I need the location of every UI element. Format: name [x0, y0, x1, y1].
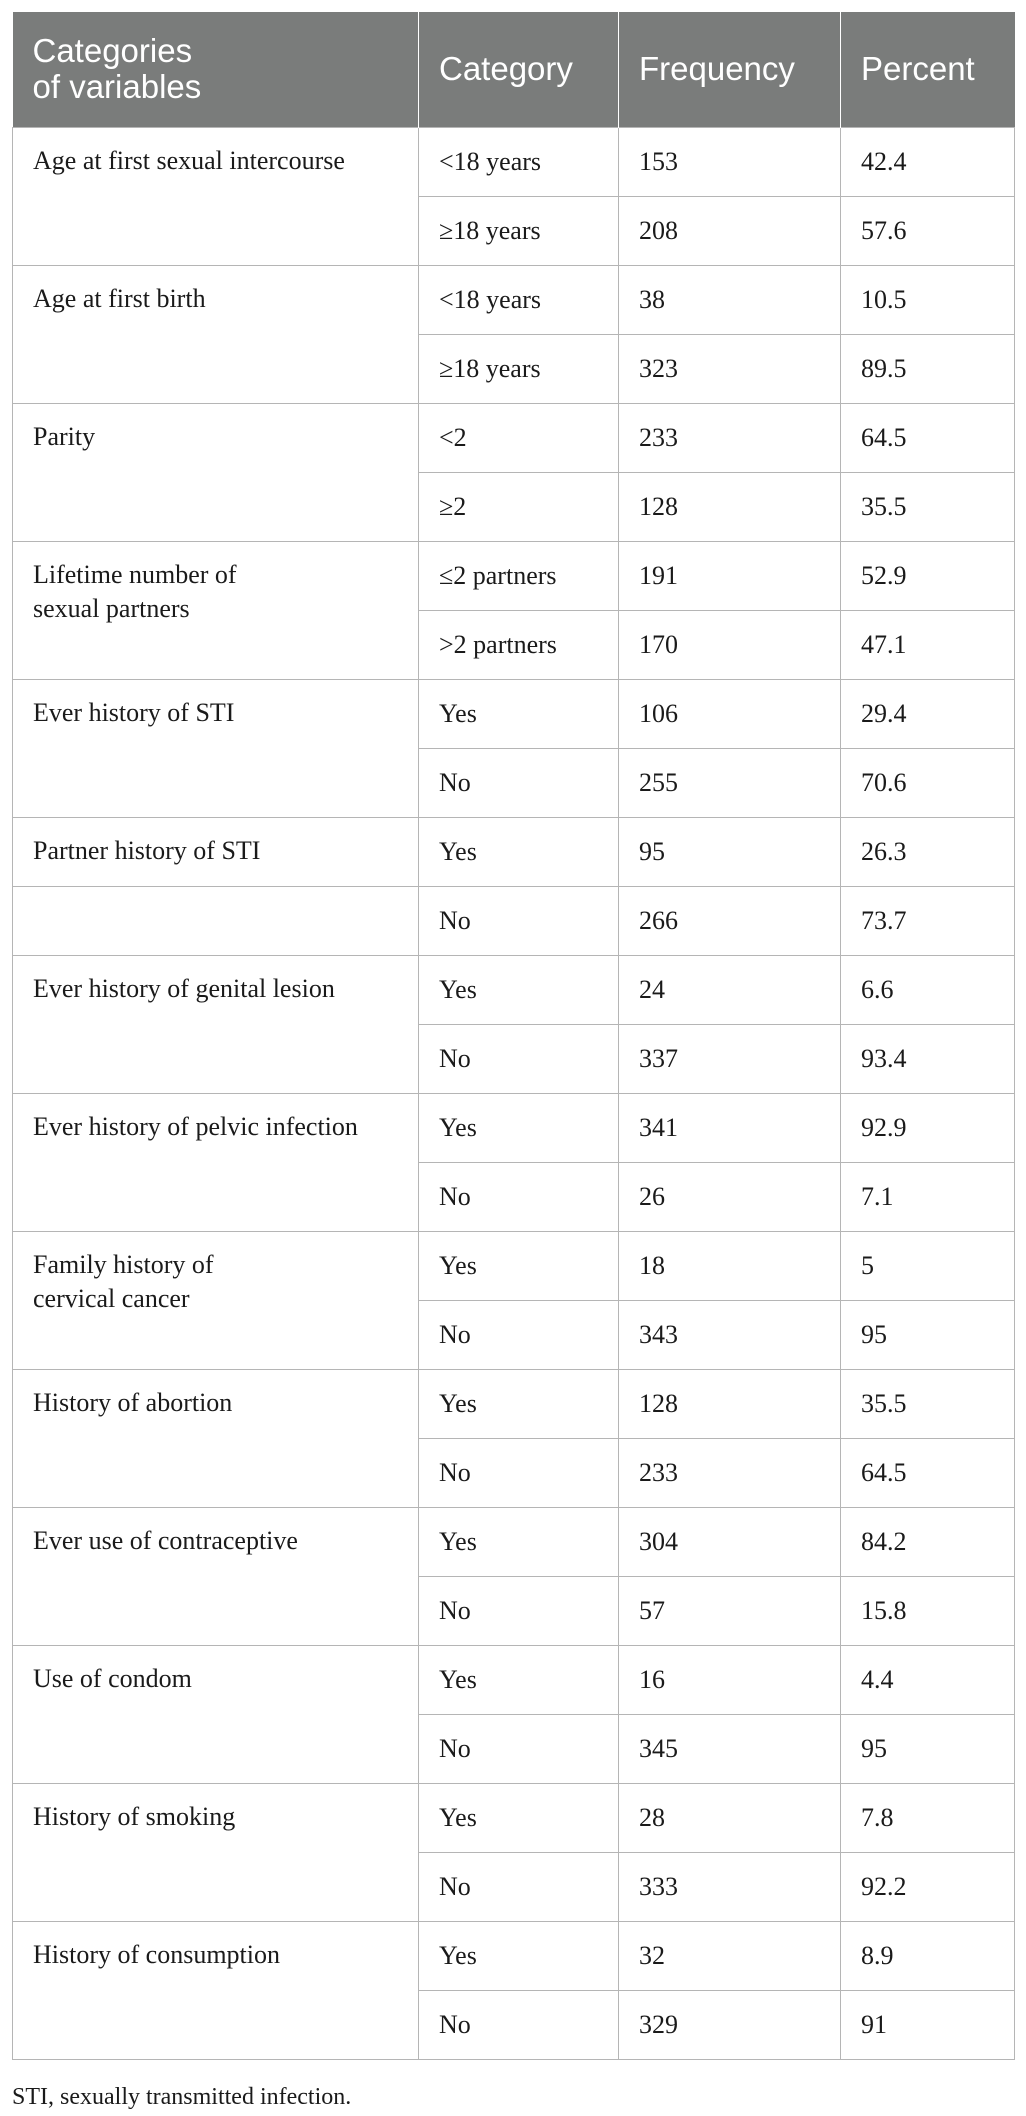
- table-row: [13, 127, 1015, 196]
- frequency-cell: 170: [619, 610, 841, 679]
- frequency-cell: 329: [619, 1990, 841, 2059]
- category-cell: >2 partners: [419, 610, 619, 679]
- category-cell: Yes: [419, 817, 619, 886]
- frequency-cell: 28: [619, 1783, 841, 1852]
- category-cell: Yes: [419, 1231, 619, 1300]
- frequency-cell: 304: [619, 1507, 841, 1576]
- table-header: [13, 12, 1015, 127]
- percent-cell: 47.1: [841, 610, 1015, 679]
- percent-cell: 4.4: [841, 1645, 1015, 1714]
- category-cell: <18 years: [419, 265, 619, 334]
- frequency-cell: 191: [619, 541, 841, 610]
- frequency-cell: 106: [619, 679, 841, 748]
- table-row: [13, 1507, 1015, 1576]
- table-row: [13, 817, 1015, 886]
- percent-cell: 10.5: [841, 265, 1015, 334]
- percent-cell: 92.2: [841, 1852, 1015, 1921]
- variable-name: Partner history of STI: [13, 817, 419, 886]
- percent-cell: 70.6: [841, 748, 1015, 817]
- header-percent: Percent: [841, 12, 1015, 127]
- category-cell: <18 years: [419, 127, 619, 196]
- frequency-cell: 128: [619, 1369, 841, 1438]
- category-cell: Yes: [419, 1507, 619, 1576]
- variable-name: Ever history of pelvic infection: [13, 1093, 419, 1231]
- table-row: [13, 1231, 1015, 1300]
- percent-cell: 35.5: [841, 1369, 1015, 1438]
- variable-name: History of smoking: [13, 1783, 419, 1921]
- percent-cell: 64.5: [841, 1438, 1015, 1507]
- header-category: Category: [419, 12, 619, 127]
- percent-cell: 92.9: [841, 1093, 1015, 1162]
- variable-name: Use of condom: [13, 1645, 419, 1783]
- category-cell: No: [419, 1024, 619, 1093]
- table-row: [13, 1369, 1015, 1438]
- percent-cell: 91: [841, 1990, 1015, 2059]
- table-row: [13, 886, 1015, 955]
- table-row: [13, 1783, 1015, 1852]
- category-cell: No: [419, 1852, 619, 1921]
- frequency-cell: 341: [619, 1093, 841, 1162]
- category-cell: No: [419, 1300, 619, 1369]
- percent-cell: 6.6: [841, 955, 1015, 1024]
- percent-cell: 7.8: [841, 1783, 1015, 1852]
- percent-cell: 5: [841, 1231, 1015, 1300]
- percent-cell: 57.6: [841, 196, 1015, 265]
- frequency-cell: 95: [619, 817, 841, 886]
- frequency-cell: 343: [619, 1300, 841, 1369]
- category-cell: No: [419, 1162, 619, 1231]
- table-body: [13, 127, 1015, 2059]
- header-frequency: Frequency: [619, 12, 841, 127]
- variable-name: Age at first birth: [13, 265, 419, 403]
- category-cell: Yes: [419, 1369, 619, 1438]
- table-row: [13, 1093, 1015, 1162]
- frequency-cell: 337: [619, 1024, 841, 1093]
- percent-cell: 93.4: [841, 1024, 1015, 1093]
- variable-name: Parity: [13, 403, 419, 541]
- frequency-cell: 18: [619, 1231, 841, 1300]
- category-cell: Yes: [419, 1783, 619, 1852]
- percent-cell: 84.2: [841, 1507, 1015, 1576]
- variable-name: Ever history of genital lesion: [13, 955, 419, 1093]
- percent-cell: 8.9: [841, 1921, 1015, 1990]
- variable-name: Age at first sexual intercourse: [13, 127, 419, 265]
- percent-cell: 7.1: [841, 1162, 1015, 1231]
- frequency-cell: 333: [619, 1852, 841, 1921]
- category-cell: No: [419, 1714, 619, 1783]
- category-cell: ≥18 years: [419, 334, 619, 403]
- data-table: [12, 12, 1015, 2060]
- percent-cell: 89.5: [841, 334, 1015, 403]
- variable-name: Ever history of STI: [13, 679, 419, 817]
- frequency-cell: 128: [619, 472, 841, 541]
- frequency-cell: 26: [619, 1162, 841, 1231]
- frequency-cell: 16: [619, 1645, 841, 1714]
- category-cell: Yes: [419, 1921, 619, 1990]
- percent-cell: 95: [841, 1714, 1015, 1783]
- table-row: [13, 1921, 1015, 1990]
- frequency-cell: 57: [619, 1576, 841, 1645]
- frequency-cell: 345: [619, 1714, 841, 1783]
- variable-name: Lifetime number of sexual partners: [13, 541, 419, 679]
- category-cell: No: [419, 886, 619, 955]
- variable-name: Family history of cervical cancer: [13, 1231, 419, 1369]
- table-row: [13, 403, 1015, 472]
- frequency-cell: 233: [619, 1438, 841, 1507]
- percent-cell: 73.7: [841, 886, 1015, 955]
- table-row: [13, 679, 1015, 748]
- percent-cell: 42.4: [841, 127, 1015, 196]
- variable-name: History of consumption: [13, 1921, 419, 2059]
- table-row: [13, 265, 1015, 334]
- percent-cell: 95: [841, 1300, 1015, 1369]
- category-cell: Yes: [419, 1093, 619, 1162]
- frequency-cell: 208: [619, 196, 841, 265]
- frequency-cell: 255: [619, 748, 841, 817]
- header-row: [13, 12, 1015, 127]
- category-cell: No: [419, 748, 619, 817]
- category-cell: ≤2 partners: [419, 541, 619, 610]
- header-categories-of-variables: Categories of variables: [13, 12, 419, 127]
- frequency-cell: 153: [619, 127, 841, 196]
- percent-cell: 35.5: [841, 472, 1015, 541]
- variable-name-empty: [13, 886, 419, 955]
- category-cell: Yes: [419, 955, 619, 1024]
- percent-cell: 15.8: [841, 1576, 1015, 1645]
- frequency-cell: 323: [619, 334, 841, 403]
- table-row: [13, 1645, 1015, 1714]
- percent-cell: 29.4: [841, 679, 1015, 748]
- table-row: [13, 955, 1015, 1024]
- frequency-cell: 32: [619, 1921, 841, 1990]
- category-cell: No: [419, 1576, 619, 1645]
- frequency-cell: 24: [619, 955, 841, 1024]
- category-cell: ≥2: [419, 472, 619, 541]
- table-row: [13, 541, 1015, 610]
- table-footnote: STI, sexually transmitted infection.: [12, 2084, 352, 2110]
- category-cell: No: [419, 1438, 619, 1507]
- category-cell: No: [419, 1990, 619, 2059]
- frequency-cell: 266: [619, 886, 841, 955]
- percent-cell: 52.9: [841, 541, 1015, 610]
- percent-cell: 26.3: [841, 817, 1015, 886]
- percent-cell: 64.5: [841, 403, 1015, 472]
- category-cell: <2: [419, 403, 619, 472]
- category-cell: Yes: [419, 679, 619, 748]
- category-cell: Yes: [419, 1645, 619, 1714]
- variable-name: History of abortion: [13, 1369, 419, 1507]
- frequency-cell: 38: [619, 265, 841, 334]
- variable-name: Ever use of contraceptive: [13, 1507, 419, 1645]
- frequency-cell: 233: [619, 403, 841, 472]
- category-cell: ≥18 years: [419, 196, 619, 265]
